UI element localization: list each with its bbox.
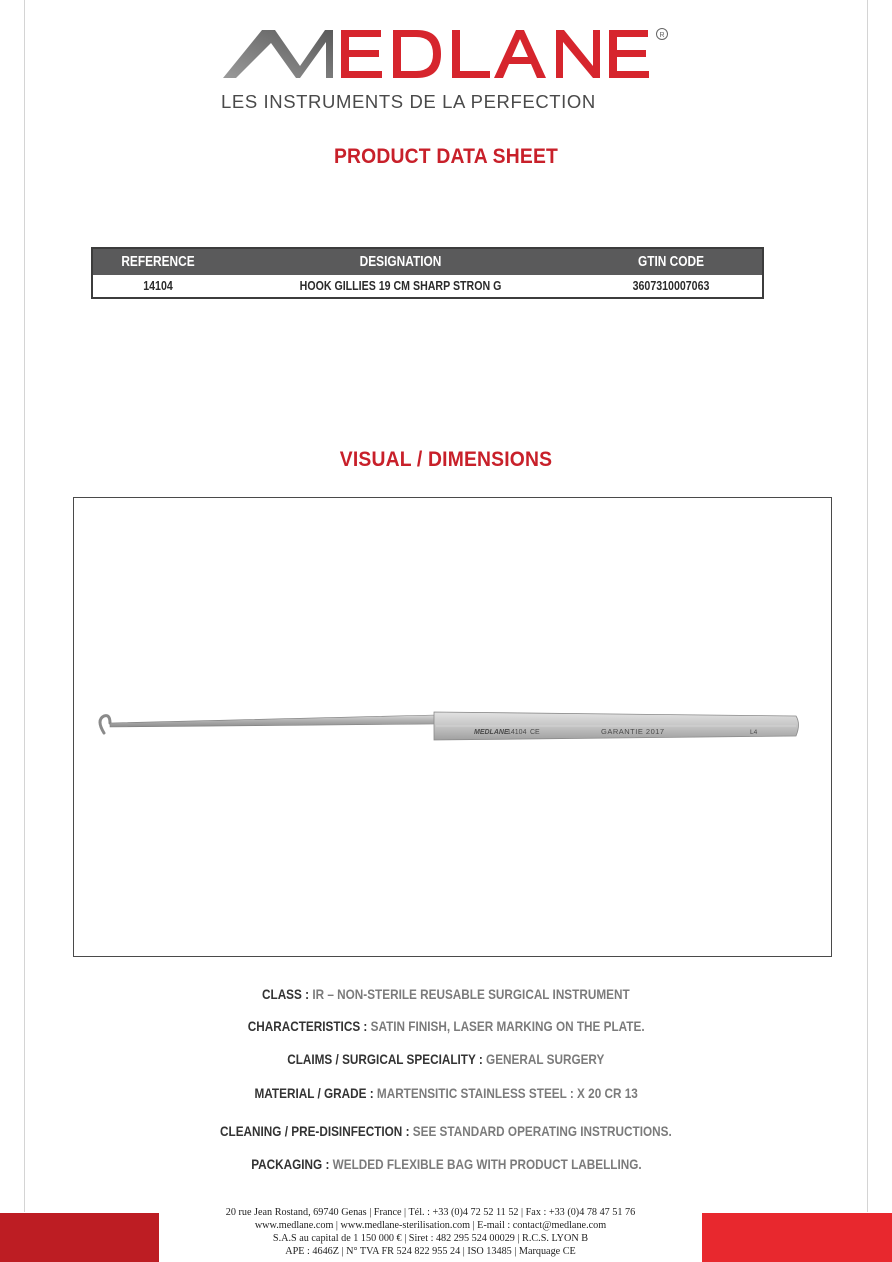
spec-value: MARTENSITIC STAINLESS STEEL : X 20 CR 13: [376, 1085, 638, 1101]
spec-value: WELDED FLEXIBLE BAG WITH PRODUCT LABELLING.: [332, 1156, 642, 1172]
footer-address-line: 20 rue Jean Rostand, 69740 Genas | France | Tél. : +33 (0)4 72 52 11 52 | Fax : +33 (0)4 78 47 51 76: [225, 1207, 636, 1218]
spec-value: IR – NON-STERILE REUSABLE SURGICAL INSTRUMENT: [312, 986, 630, 1002]
brand-logo: [0, 0, 892, 120]
spec-material: [0, 1085, 892, 1101]
cell-designation: HOOK GILLIES 19 CM SHARP STRON G: [299, 279, 502, 293]
engraving-lot: L4: [750, 729, 758, 736]
spec-cleaning: [0, 1123, 892, 1139]
spec-label: CLAIMS / SURGICAL SPECIALITY :: [287, 1051, 484, 1067]
product-data-sheet-title: PRODUCT DATA SHEET: [333, 145, 559, 168]
spec-value: SEE STANDARD OPERATING INSTRUCTIONS.: [412, 1123, 672, 1139]
table-row: [93, 275, 762, 297]
spec-value: SATIN FINISH, LASER MARKING ON THE PLATE.: [370, 1018, 645, 1034]
spec-characteristics: [0, 1018, 892, 1034]
spec-label: PACKAGING :: [250, 1156, 329, 1172]
cell-gtin-code: 3607310007063: [632, 279, 710, 293]
footer-red-bar-right: [702, 1213, 892, 1262]
cell-reference: 14104: [143, 279, 173, 293]
spec-value: GENERAL SURGERY: [486, 1051, 605, 1067]
header-designation: DESIGNATION: [359, 254, 442, 270]
spec-label: CHARACTERISTICS :: [247, 1018, 368, 1034]
gillies-hook-instrument-image: [74, 498, 833, 958]
table-header-row: [93, 249, 762, 275]
footer-legal-line: S.A.S au capital de 1 150 000 € | Siret : 482 295 524 00029 | R.C.S. LYON B: [272, 1233, 589, 1244]
engraving-reference: 14104: [507, 729, 527, 736]
header-gtin-code: GTIN CODE: [637, 254, 705, 270]
spec-claims: [0, 1051, 892, 1067]
engraving-brand: MEDLANE: [474, 729, 509, 736]
brand-tagline: LES INSTRUMENTS DE LA PERFECTION: [221, 91, 596, 112]
footer-registration-line: APE : 4646Z | N° TVA FR 524 822 955 24 | ISO 13485 | Marquage CE: [285, 1246, 576, 1257]
header-reference: REFERENCE: [121, 254, 195, 270]
engraving-guarantee: GARANTIE 2017: [601, 727, 665, 736]
footer-company-info: [159, 1206, 702, 1258]
footer-red-bar-left: [0, 1213, 159, 1262]
spec-class: [0, 986, 892, 1002]
footer-web-line: www.medlane.com | www.medlane-sterilisation.com | E-mail : contact@medlane.com: [254, 1220, 607, 1231]
product-reference-table: [91, 247, 764, 299]
spec-label: CLASS :: [262, 986, 310, 1002]
engraving-ce-mark: CE: [530, 729, 540, 736]
svg-text:R: R: [659, 32, 665, 39]
product-image-frame: [73, 497, 832, 957]
spec-packaging: [0, 1156, 892, 1172]
visual-dimensions-title: VISUAL / DIMENSIONS: [339, 448, 553, 471]
spec-label: MATERIAL / GRADE :: [254, 1085, 374, 1101]
spec-label: CLEANING / PRE-DISINFECTION :: [220, 1123, 410, 1139]
